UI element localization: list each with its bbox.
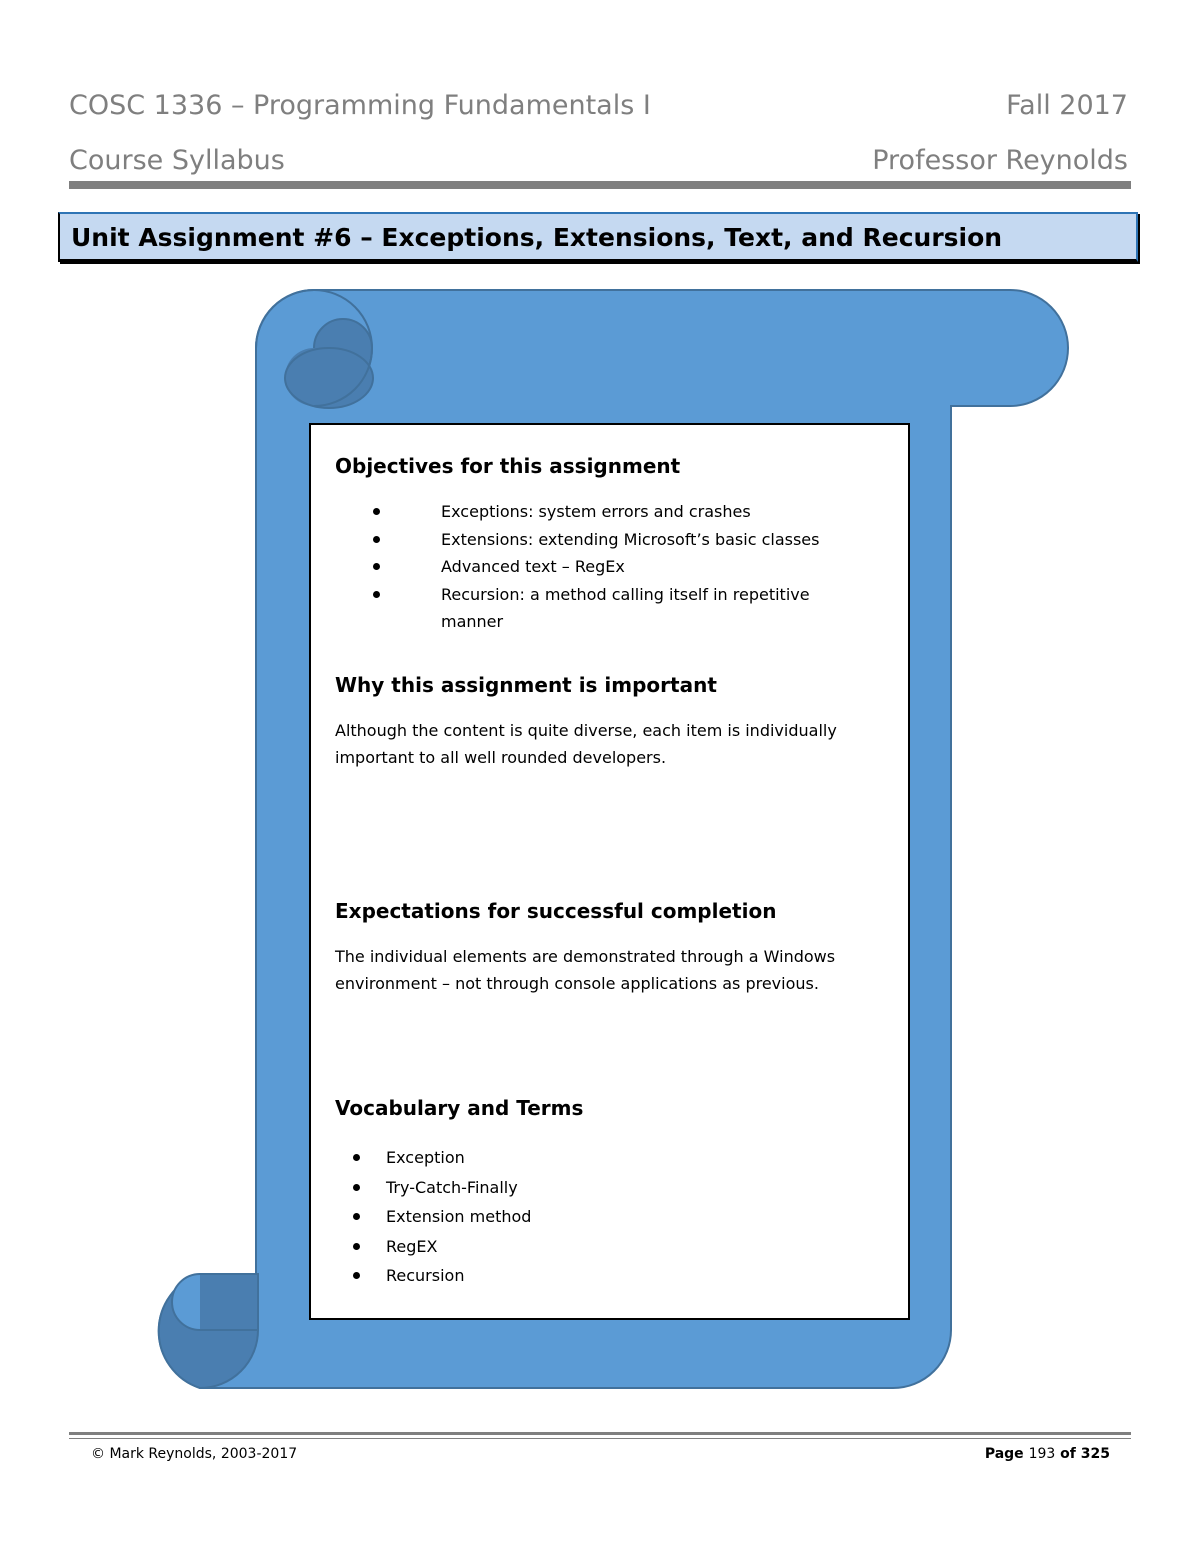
vocabulary-list — [311, 1143, 891, 1291]
list-item: Extensions: extending Microsoft’s basic classes — [311, 526, 861, 554]
bullet-icon — [353, 1184, 360, 1191]
list-item: Extension method — [311, 1202, 891, 1232]
expectations-text: The individual elements are demonstrated through a Windows environment – not through console applications as previous. — [335, 947, 836, 993]
bullet-icon — [373, 508, 380, 515]
list-item: Exception — [311, 1143, 891, 1173]
footer-divider — [69, 1432, 1131, 1435]
header-term: Fall 2017 — [1006, 90, 1128, 121]
objectives-heading: Objectives for this assignment — [335, 454, 681, 478]
assignment-content-box — [309, 423, 910, 1320]
footer-page-number: Page 193 of 325 — [984, 1446, 1110, 1462]
bullet-icon — [373, 591, 380, 598]
bullet-icon — [373, 563, 380, 570]
expectations-heading: Expectations for successful completion — [335, 899, 777, 923]
list-item: Recursion: a method calling itself in repetitive manner — [311, 581, 861, 636]
assignment-title: Unit Assignment #6 – Exceptions, Extensions, Text, and Recursion — [71, 223, 1003, 252]
importance-heading: Why this assignment is important — [335, 673, 717, 697]
bullet-icon — [353, 1213, 360, 1220]
scroll-top-roll — [285, 348, 373, 408]
list-item: Exceptions: system errors and crashes — [311, 498, 861, 526]
bullet-icon — [353, 1154, 360, 1161]
list-item: Advanced text – RegEx — [311, 553, 861, 581]
footer-divider-thin — [69, 1438, 1131, 1439]
bullet-icon — [353, 1272, 360, 1279]
header-course-title: COSC 1336 – Programming Fundamentals I — [69, 90, 651, 121]
header-professor: Professor Reynolds — [872, 145, 1128, 176]
vocabulary-heading: Vocabulary and Terms — [335, 1096, 584, 1120]
bullet-icon — [353, 1243, 360, 1250]
list-item: RegEX — [311, 1232, 891, 1262]
importance-text: Although the content is quite diverse, each item is individually important to all well rounded developers. — [335, 721, 837, 767]
header-doc-type: Course Syllabus — [69, 145, 285, 176]
list-item: Try-Catch-Finally — [311, 1173, 891, 1203]
objectives-list — [311, 498, 891, 636]
list-item: Recursion — [311, 1261, 891, 1291]
footer-copyright: © Mark Reynolds, 2003-2017 — [91, 1446, 298, 1462]
bullet-icon — [373, 536, 380, 543]
